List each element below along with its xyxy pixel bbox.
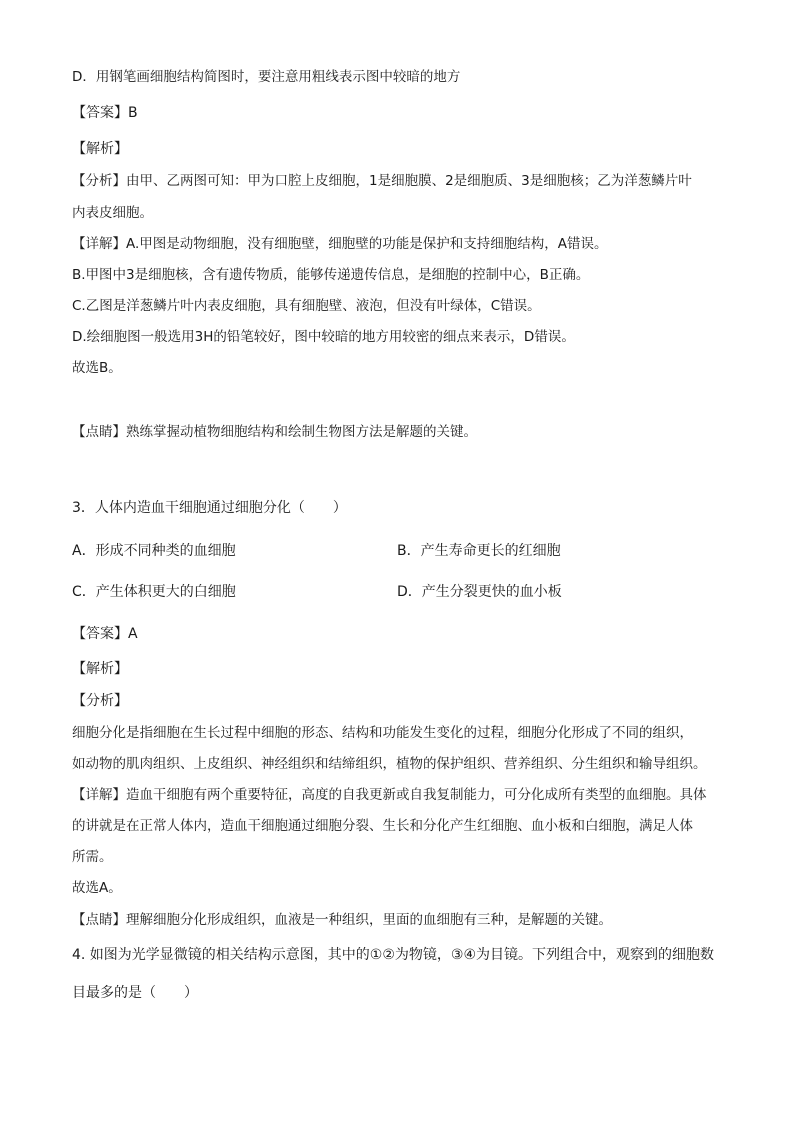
q3-fenxi-header: 【分析】	[72, 693, 128, 709]
q2-analysis-header: 【解析】	[72, 141, 128, 157]
q2-detail-c: C.乙图是洋葱鳞片叶内表皮细胞，具有细胞壁、液泡，但没有叶绿体，C错误。	[72, 298, 541, 314]
q2-fenxi-line1: 【分析】由甲、乙两图可知：甲为口腔上皮细胞，1是细胞膜、2是细胞质、3是细胞核；乙为洋葱鳞片叶	[72, 173, 692, 189]
q2-fenxi-line2: 内表皮细胞。	[72, 205, 153, 221]
q3-stem: 3．人体内造血干细胞通过细胞分化（ ）	[72, 500, 347, 516]
q3-option-c: C．产生体积更大的白细胞	[72, 584, 236, 600]
q3-dianjing: 【点睛】理解细胞分化形成组织，血液是一种组织，里面的血细胞有三种，是解题的关键。	[72, 912, 612, 928]
q2-answer: 【答案】B	[72, 105, 138, 121]
q3-analysis-header: 【解析】	[72, 661, 128, 677]
q3-detail-line2: 的讲就是在正常人体内，造血干细胞通过细胞分裂、生长和分化产生红细胞、血小板和白细胞，满足人体	[72, 818, 693, 834]
q3-option-d: D．产生分裂更快的血小板	[397, 584, 562, 600]
q2-choose: 故选B。	[72, 360, 122, 376]
q3-fenxi-line1: 细胞分化是指细胞在生长过程中细胞的形态、结构和功能发生变化的过程，细胞分化形成了不同的组织，	[72, 725, 693, 741]
q3-detail-line1: 【详解】造血干细胞有两个重要特征，高度的自我更新或自我复制能力，可分化成所有类型的血细胞。具体	[72, 787, 707, 803]
q4-stem-line1: 4. 如图为光学显微镜的相关结构示意图，其中的①②为物镜，③④为目镜。下列组合中，观察到的细胞数	[72, 947, 715, 963]
q3-detail-line3: 所需。	[72, 849, 113, 865]
q3-option-a: A．形成不同种类的血细胞	[72, 543, 236, 559]
q2-dianjing: 【点睛】熟练掌握动植物细胞结构和绘制生物图方法是解题的关键。	[72, 424, 477, 440]
q3-option-b: B．产生寿命更长的红细胞	[397, 543, 561, 559]
q3-fenxi-line2: 如动物的肌肉组织、上皮组织、神经组织和结缔组织，植物的保护组织、营养组织、分生组织和输导组织。	[72, 756, 707, 772]
q3-answer: 【答案】A	[72, 626, 138, 642]
q3-choose: 故选A。	[72, 880, 122, 896]
q2-option-d: D．用钢笔画细胞结构简图时，要注意用粗线表示图中较暗的地方	[72, 69, 461, 85]
q4-stem-line2: 目最多的是（ ）	[72, 985, 198, 1001]
q2-detail-b: B.甲图中3是细胞核，含有遗传物质，能够传递遗传信息，是细胞的控制中心，B正确。	[72, 267, 590, 283]
q2-detail-d: D.绘细胞图一般选用3H的铅笔较好，图中较暗的地方用较密的细点来表示，D错误。	[72, 329, 575, 345]
q2-detail-a: 【详解】A.甲图是动物细胞，没有细胞壁，细胞壁的功能是保护和支持细胞结构，A错误。	[72, 236, 608, 252]
